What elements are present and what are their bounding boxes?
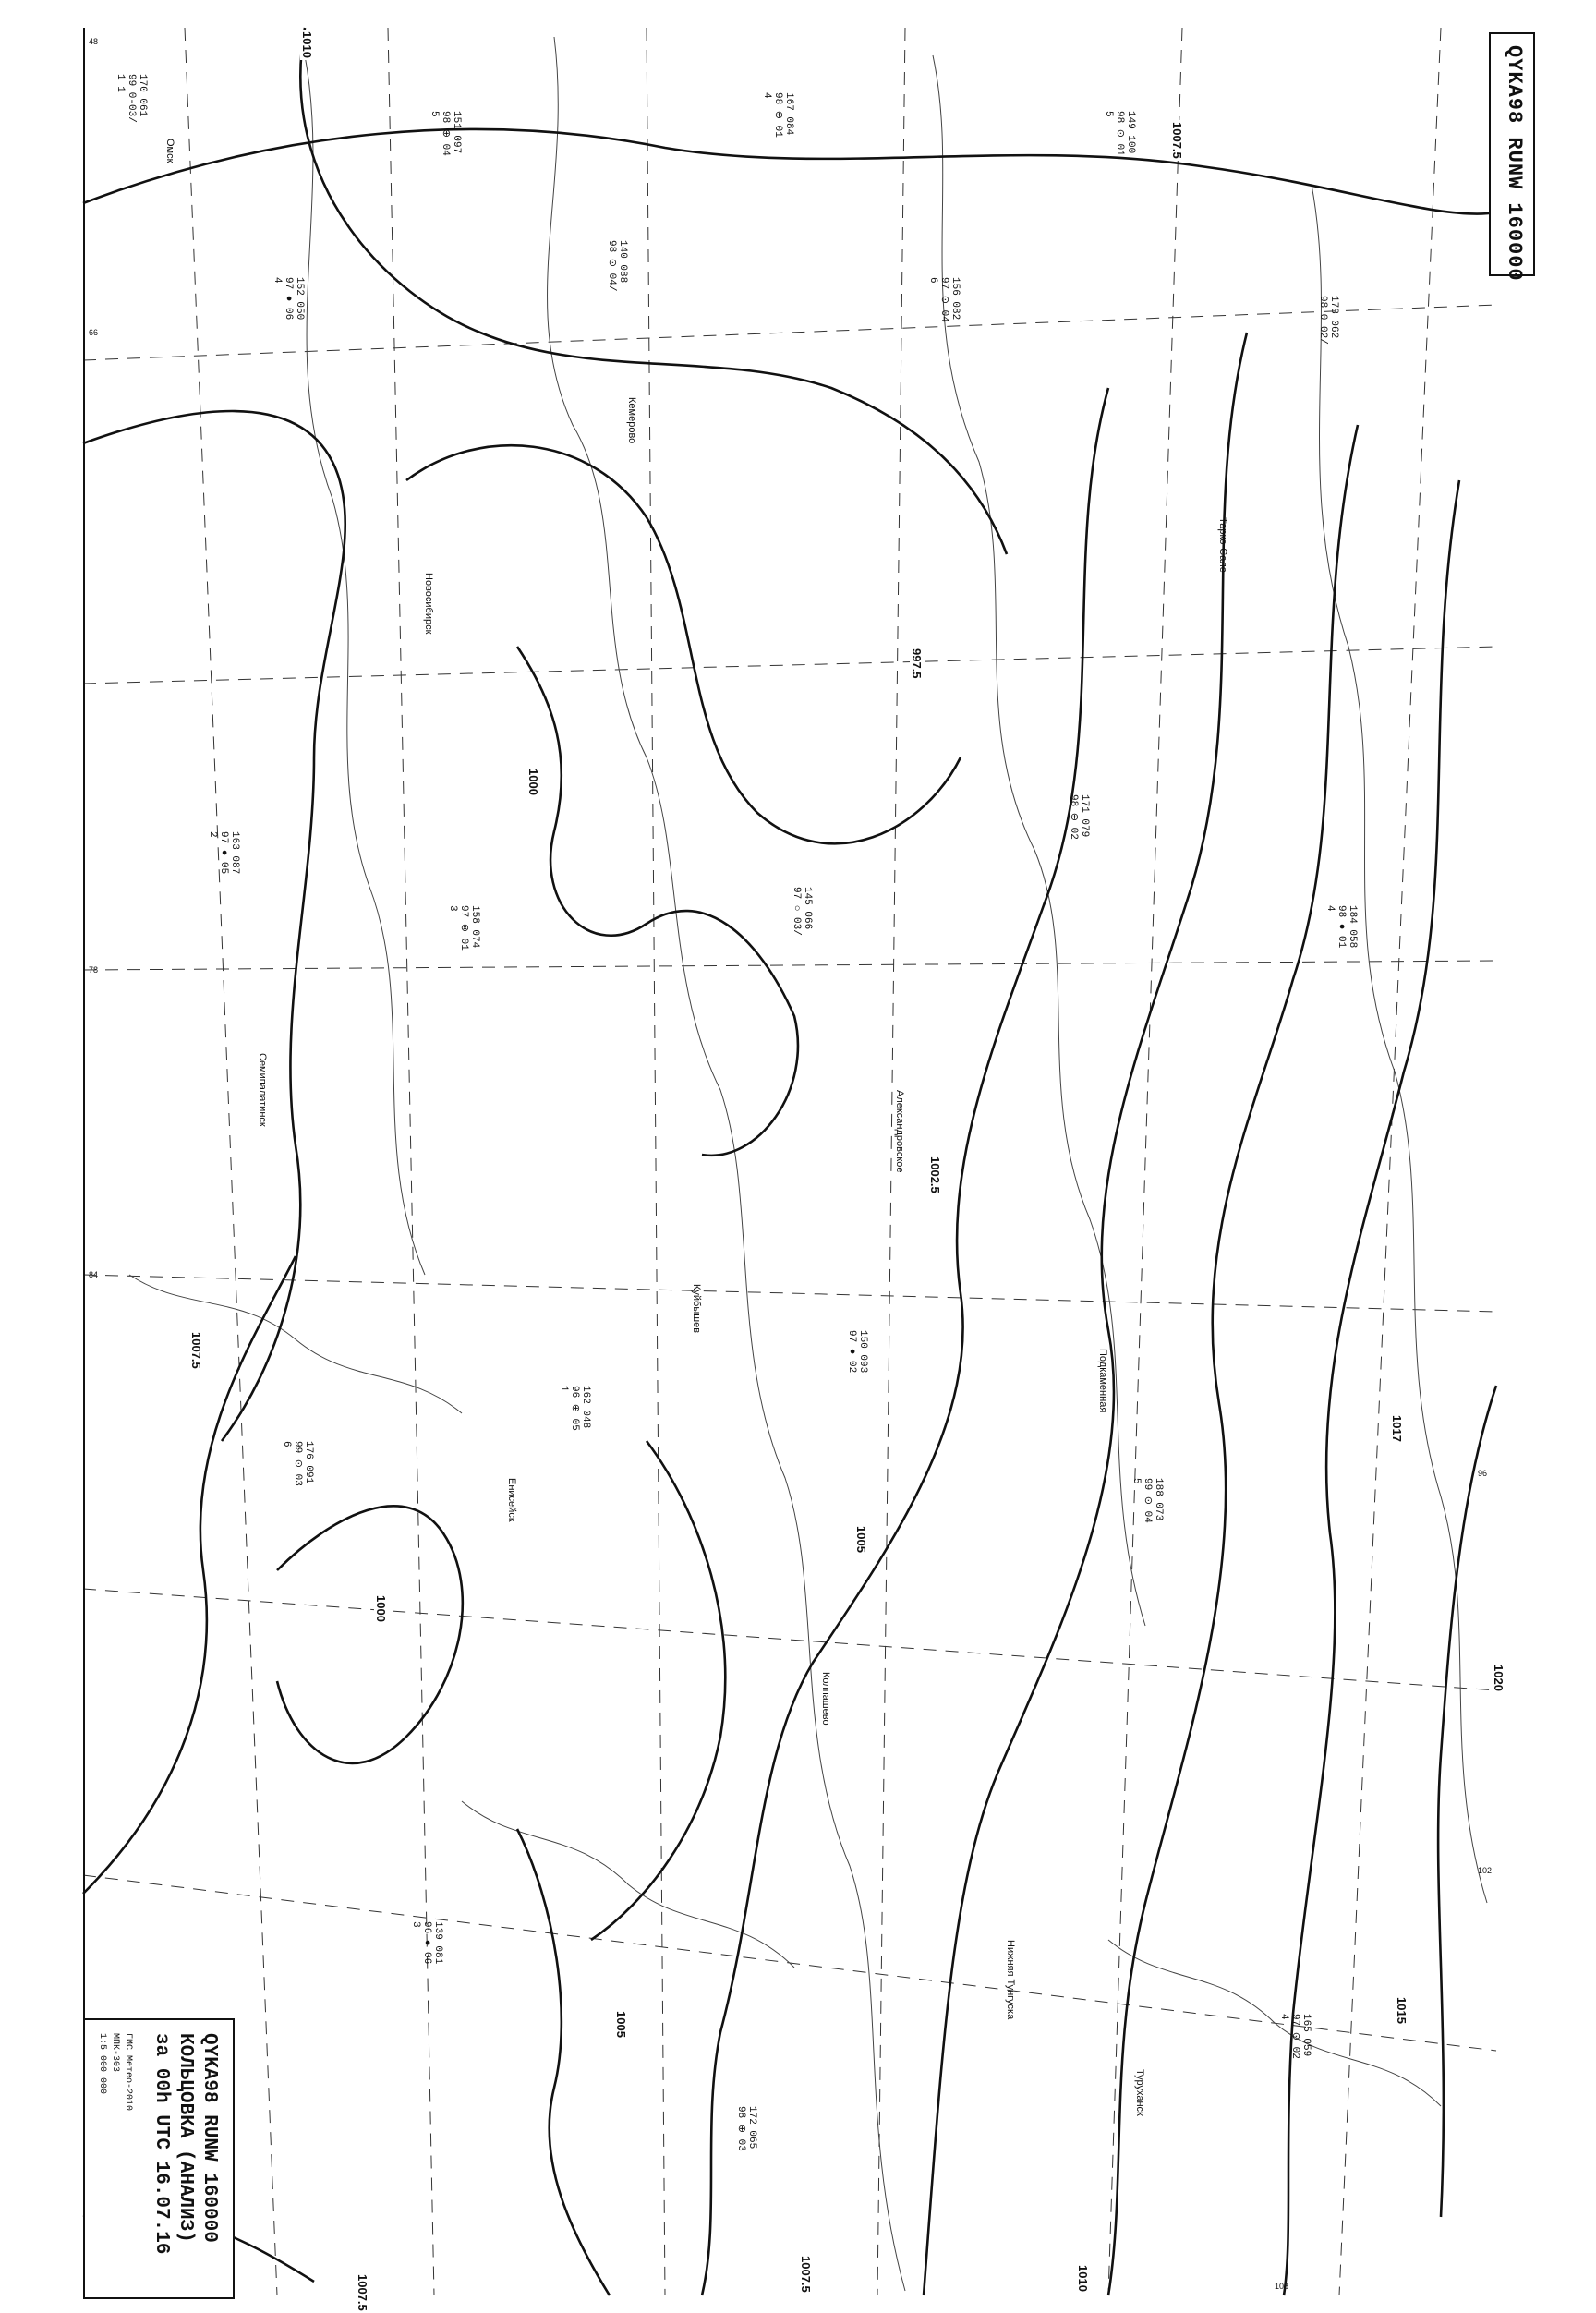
isobar-label: 1007.5 [356, 2274, 369, 2311]
header-code-box [1489, 32, 1535, 282]
isobar-label: 1000 [374, 1595, 388, 1622]
grid-label: 102 [1478, 1866, 1493, 1875]
station-plot: 149 100 98 ⊙ 01 5 [1103, 111, 1136, 156]
station-plot: 172 065 98 ⊕ 03 [735, 2106, 757, 2151]
isobar-label: 1010 [1076, 2265, 1090, 2292]
isobar-label: 1010 [300, 31, 314, 58]
grid-label: 66 [89, 328, 99, 337]
software-label: ГИС Метео-2010 [123, 2033, 133, 2112]
station-plot: 188 073 99 ⊙ 04 5 [1130, 1478, 1164, 1523]
grid-label: 108 [1275, 2282, 1289, 2291]
station-plot: 171 079 98 ⊕ 02 [1068, 794, 1090, 840]
place-name: Омск [164, 139, 175, 163]
isobar-label: 1005 [854, 1526, 868, 1553]
grid-label: 48 [89, 37, 99, 46]
isobar-label: 1015 [1395, 1997, 1409, 2024]
isobar-label: 1005 [614, 2011, 628, 2038]
system-label: МПК-303 [110, 2033, 120, 2073]
place-name: Нижняя Тунгуска [1005, 1940, 1016, 2020]
station-plot: 150 093 97 ● 02 [846, 1330, 868, 1374]
place-name: Тарко-Сале [1217, 517, 1228, 573]
station-plot: 156 082 97 ⊙ 04 6 [927, 277, 961, 322]
place-name: Семипалатинск [257, 1053, 268, 1127]
station-plot: 140 088 98 ⊙ 04/ [606, 240, 628, 292]
station-plot: 184 058 98 ● 01 4 [1324, 905, 1358, 949]
station-plot: 167 084 98 ⊕ 01 4 [761, 92, 794, 138]
station-plot: 152 050 97 ● 06 4 [272, 277, 305, 321]
place-name: Подкаменная [1097, 1349, 1108, 1413]
station-plot: 158 074 97 ⊗ 01 3 [447, 905, 480, 951]
station-plot: 170 061 99 0-03/ 1 1 [115, 74, 148, 123]
isobar-label: 1000 [526, 769, 540, 795]
place-name: Енисейск [506, 1478, 517, 1522]
grid-label: 78 [89, 965, 99, 975]
place-name: Куйбышев [691, 1284, 702, 1334]
isobar-label: 997.5 [910, 648, 924, 679]
isobar-label: 1007.5 [189, 1332, 203, 1369]
place-name: Кемерово [626, 397, 637, 444]
isobar-label: 1007.5 [799, 2256, 813, 2293]
place-name: Колпашево [820, 1672, 831, 1726]
station-plot: 145 066 97 ○ 03/ [791, 887, 813, 936]
station-plot: 162 048 96 ⊕ 05 1 [558, 1386, 591, 1431]
isobar-label: 1017 [1390, 1415, 1404, 1442]
grid-label: 96 [1478, 1469, 1488, 1478]
chart-title: КОЛЬЦОВКА (АНАЛИЗ) [175, 2033, 196, 2243]
station-plot: 151 097 98 ⊕ 04 5 [429, 111, 462, 156]
station-plot: 163 087 97 ● 05 2 [207, 831, 240, 875]
scale-label: 1:5 000 000 [97, 2033, 107, 2095]
chart-time: за 00h UTC 16.07.16 [151, 2033, 172, 2255]
place-name: Александровское [894, 1090, 905, 1173]
station-plot: 178 062 98 0 02/ [1317, 296, 1339, 345]
place-name: Туруханск [1134, 2069, 1145, 2116]
isobar-label: 1020 [1492, 1665, 1505, 1691]
grid-label: 84 [89, 1270, 99, 1279]
map-frame [83, 28, 1498, 2295]
header-code: QYKA98 RUNW 160000 [1503, 45, 1526, 282]
isobar-label: 1002.5 [928, 1156, 942, 1193]
isobar-label: 1007.5 [1170, 122, 1184, 159]
place-name: Новосибирск [423, 573, 434, 635]
bulletin-code: QYKA98 RUNW 160000 [199, 2033, 220, 2243]
station-plot: 165 059 97 ⊙ 02 4 [1278, 2014, 1312, 2059]
title-block [83, 2018, 235, 2299]
station-plot: 176 091 99 ⊙ 03 6 [281, 1441, 314, 1486]
station-plot: 139 081 96 ● 06 3 [410, 1921, 443, 1965]
